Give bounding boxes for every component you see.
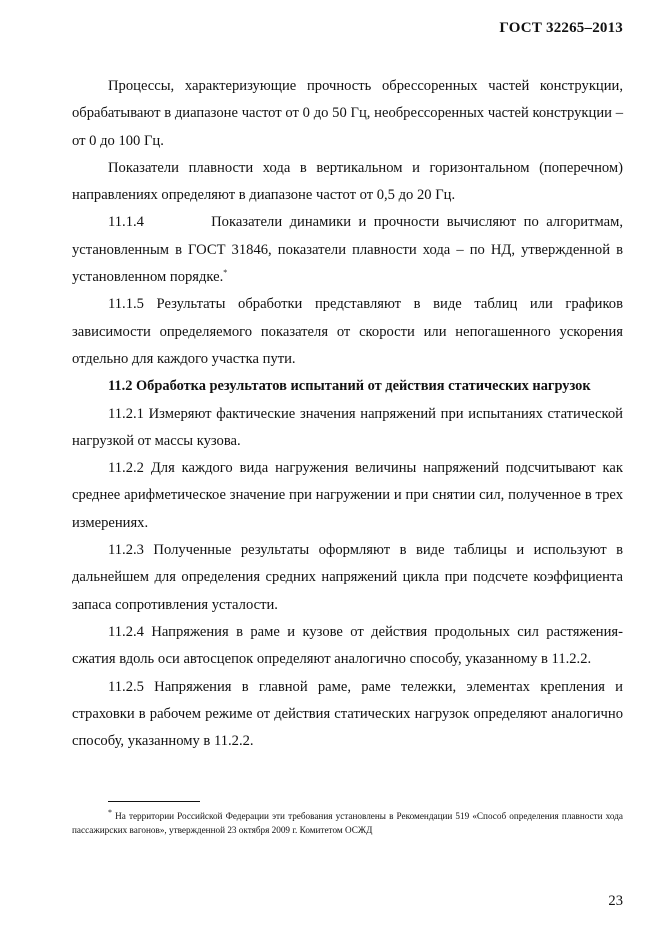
paragraph-11-2-2: 11.2.2 Для каждого вида нагружения величины напряжений подсчитывают как среднее арифметическое значение при нагружении и при снятии сил, полученное в трех измерениях. xyxy=(72,460,623,531)
paragraph-11-1-5: 11.1.5 Результаты обработки представляют в виде таблиц или графиков зависимости определяемого показателя от скорости или непогашенного ускорения отдельно для каждого участка пути. xyxy=(72,296,623,367)
paragraph-11-1-4-text: 11.1.4 Показатели динамики и прочности вычисляют по алгоритмам, установленным в ГОСТ 31846, показатели плавности хода – по НД, утвержденной в установленном порядке. xyxy=(72,214,623,286)
paragraph-frequency-smoothness: Показатели плавности хода в вертикальном и горизонтальном (поперечном) направлениях определяют в диапазоне частот от 0,5 до 20 Гц. xyxy=(72,159,623,204)
paragraph-11-2-3: 11.2.3 Полученные результаты оформляют в виде таблицы и используют в дальнейшем для определения средних напряжений цикла при подсчете коэффициента запаса сопротивления усталости. xyxy=(72,542,623,613)
paragraph-11-2-4: 11.2.4 Напряжения в раме и кузове от действия продольных сил растяжения-сжатия вдоль оси автосцепок определяют аналогично способу, указанному в 11.2.2. xyxy=(72,623,623,668)
section-heading-11-2: 11.2 Обработка результатов испытаний от действия статических нагрузок xyxy=(108,378,591,395)
document-body xyxy=(72,73,623,755)
paragraph-frequency-strength: Процессы, характеризующие прочность обрессоренных частей конструкции, обрабатывают в диапазоне частот от 0 до 50 Гц, необрессоренных частей конструкции – от 0 до 100 Гц. xyxy=(72,78,623,149)
footnote xyxy=(72,809,623,837)
paragraph-11-2-1: 11.2.1 Измеряют фактические значения напряжений при испытаниях статической нагрузкой от массы кузова. xyxy=(72,405,623,449)
document-id-header: ГОСТ 32265–2013 xyxy=(499,20,623,36)
footnote-separator xyxy=(108,801,200,802)
paragraph-11-1-4 xyxy=(72,209,623,291)
page-number: 23 xyxy=(608,893,623,909)
paragraph-11-2-5: 11.2.5 Напряжения в главной раме, раме тележки, элементах крепления и страховки в рабочем режиме от действия статических нагрузок определяют аналогично способу, указанному в 11.2.2. xyxy=(72,678,623,750)
footnote-text: На территории Российской Федерации эти требования установлены в Рекомендации 519 «Способ определения плавности хода пассажирских вагонов», утвержденной 23 октября 2009 г. Комитетом ОСЖД xyxy=(72,811,624,835)
footnote-marker: * xyxy=(108,807,112,817)
footnote-reference: * xyxy=(223,268,228,278)
